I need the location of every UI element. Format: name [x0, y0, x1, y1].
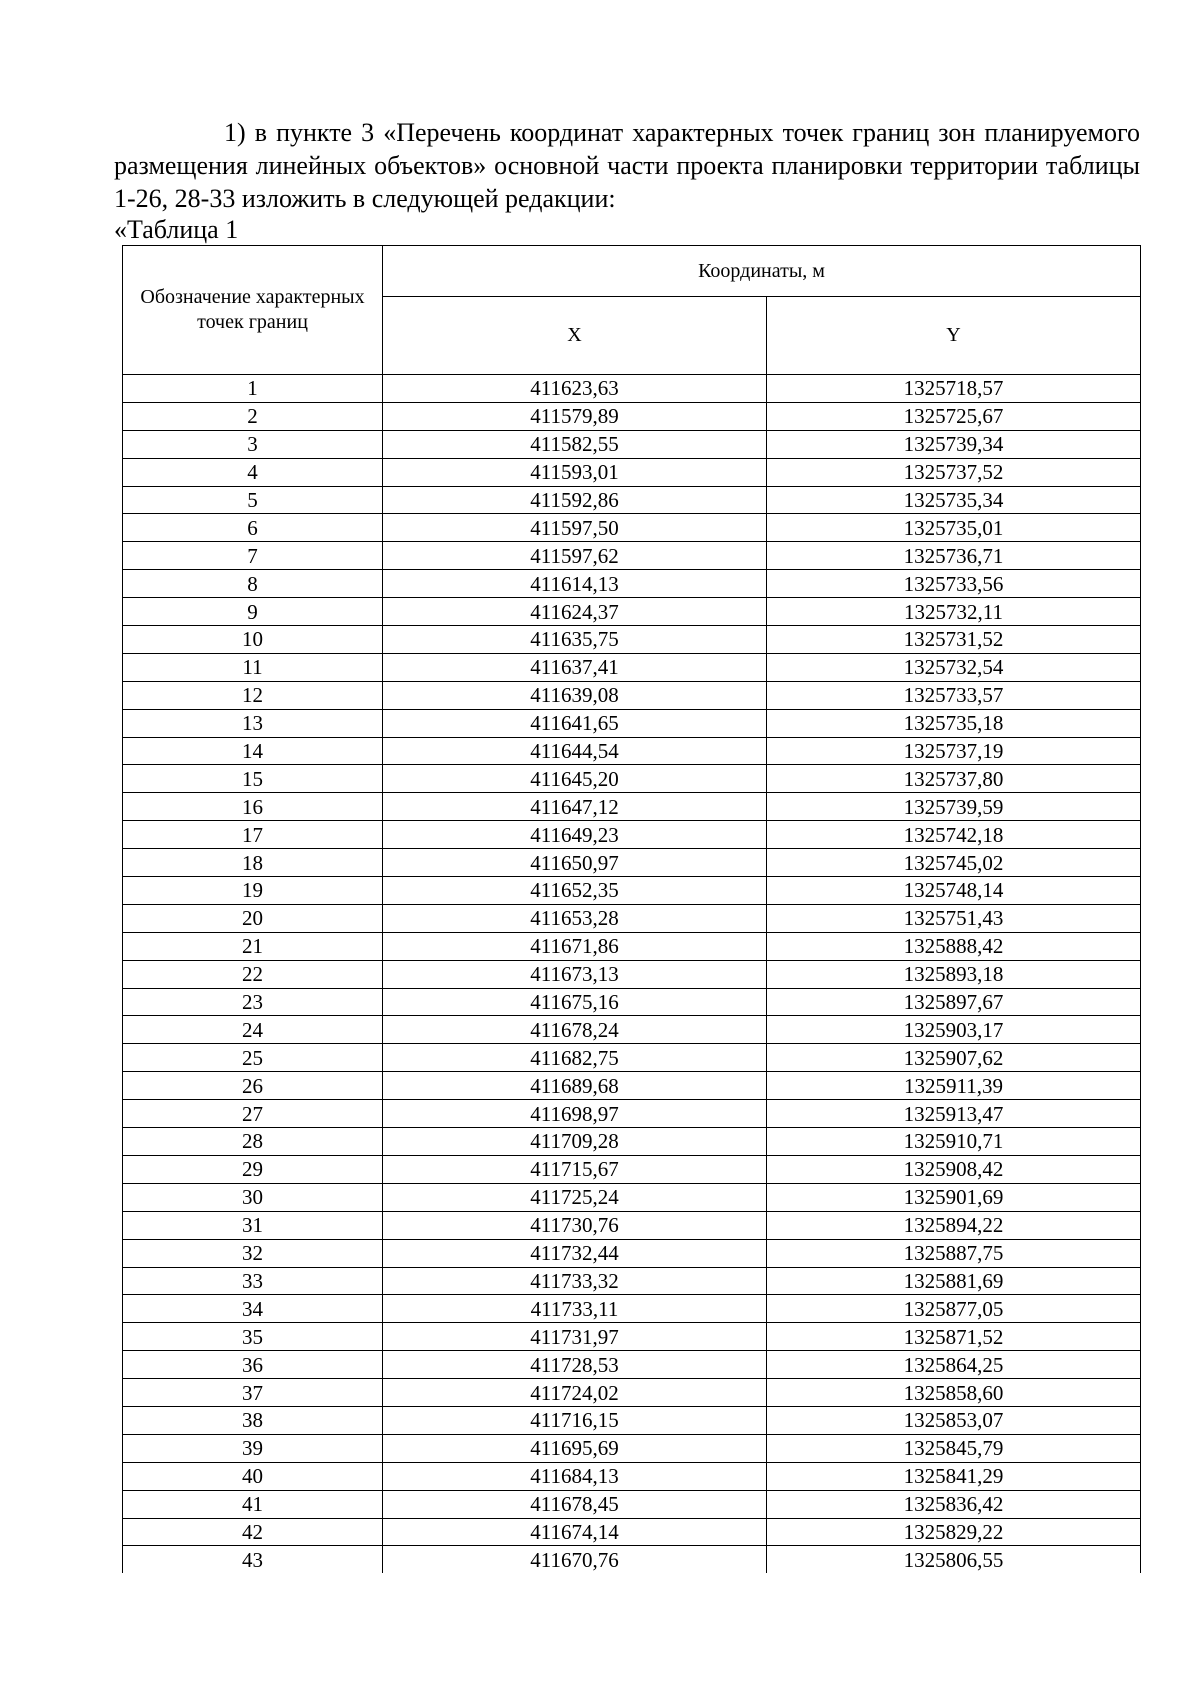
- cell-point: 4: [123, 458, 383, 486]
- table-row: [123, 1546, 1141, 1573]
- cell-x: 411639,08: [383, 681, 767, 709]
- table-row: [123, 1267, 1141, 1295]
- cell-y: 1325836,42: [767, 1490, 1141, 1518]
- cell-y: 1325735,18: [767, 709, 1141, 737]
- cell-y: 1325736,71: [767, 542, 1141, 570]
- cell-y: 1325894,22: [767, 1211, 1141, 1239]
- cell-x: 411670,76: [383, 1546, 767, 1573]
- cell-x: 411647,12: [383, 793, 767, 821]
- cell-x: 411678,24: [383, 1016, 767, 1044]
- cell-x: 411641,65: [383, 709, 767, 737]
- cell-point: 8: [123, 570, 383, 598]
- table-row: [123, 402, 1141, 430]
- cell-x: 411678,45: [383, 1490, 767, 1518]
- cell-y: 1325742,18: [767, 821, 1141, 849]
- cell-point: 31: [123, 1211, 383, 1239]
- table-row: [123, 737, 1141, 765]
- cell-y: 1325893,18: [767, 960, 1141, 988]
- cell-y: 1325737,80: [767, 765, 1141, 793]
- cell-x: 411652,35: [383, 877, 767, 905]
- cell-point: 25: [123, 1044, 383, 1072]
- cell-x: 411733,11: [383, 1295, 767, 1323]
- cell-y: 1325908,42: [767, 1155, 1141, 1183]
- cell-y: 1325897,67: [767, 988, 1141, 1016]
- cell-y: 1325910,71: [767, 1128, 1141, 1156]
- table-row: [123, 1323, 1141, 1351]
- table-row: [123, 765, 1141, 793]
- table-row: [123, 1044, 1141, 1072]
- table-caption: «Таблица 1: [114, 215, 239, 244]
- table-row: [123, 932, 1141, 960]
- cell-point: 5: [123, 486, 383, 514]
- cell-point: 42: [123, 1518, 383, 1546]
- table-row: [123, 904, 1141, 932]
- cell-point: 3: [123, 430, 383, 458]
- cell-y: 1325731,52: [767, 626, 1141, 654]
- cell-y: 1325748,14: [767, 877, 1141, 905]
- cell-point: 10: [123, 626, 383, 654]
- cell-y: 1325737,19: [767, 737, 1141, 765]
- cell-point: 32: [123, 1239, 383, 1267]
- table-row: [123, 1351, 1141, 1379]
- cell-x: 411644,54: [383, 737, 767, 765]
- cell-x: 411671,86: [383, 932, 767, 960]
- table-row: [123, 486, 1141, 514]
- cell-y: 1325888,42: [767, 932, 1141, 960]
- cell-y: 1325725,67: [767, 402, 1141, 430]
- table-row: [123, 960, 1141, 988]
- header-coordinates: Координаты, м: [383, 246, 1141, 297]
- cell-x: 411731,97: [383, 1323, 767, 1351]
- cell-point: 14: [123, 737, 383, 765]
- cell-x: 411673,13: [383, 960, 767, 988]
- cell-point: 6: [123, 514, 383, 542]
- cell-x: 411684,13: [383, 1462, 767, 1490]
- table-row: [123, 514, 1141, 542]
- header-y: Y: [767, 297, 1141, 375]
- cell-point: 35: [123, 1323, 383, 1351]
- cell-x: 411593,01: [383, 458, 767, 486]
- cell-y: 1325751,43: [767, 904, 1141, 932]
- cell-x: 411650,97: [383, 849, 767, 877]
- table-row: [123, 821, 1141, 849]
- cell-y: 1325737,52: [767, 458, 1141, 486]
- intro-paragraph: [114, 116, 1140, 215]
- table-row: [123, 849, 1141, 877]
- cell-y: 1325858,60: [767, 1379, 1141, 1407]
- table-row: [123, 988, 1141, 1016]
- cell-point: 18: [123, 849, 383, 877]
- cell-x: 411695,69: [383, 1434, 767, 1462]
- cell-y: 1325732,11: [767, 598, 1141, 626]
- table-row: [123, 458, 1141, 486]
- table-row: [123, 626, 1141, 654]
- cell-point: 20: [123, 904, 383, 932]
- cell-point: 43: [123, 1546, 383, 1573]
- table-row: [123, 1183, 1141, 1211]
- cell-point: 37: [123, 1379, 383, 1407]
- cell-x: 411715,67: [383, 1155, 767, 1183]
- cell-x: 411675,16: [383, 988, 767, 1016]
- cell-point: 34: [123, 1295, 383, 1323]
- cell-point: 22: [123, 960, 383, 988]
- cell-point: 1: [123, 375, 383, 403]
- cell-y: 1325903,17: [767, 1016, 1141, 1044]
- cell-x: 411732,44: [383, 1239, 767, 1267]
- cell-x: 411597,62: [383, 542, 767, 570]
- table-row: [123, 1239, 1141, 1267]
- table-row: [123, 681, 1141, 709]
- cell-x: 411682,75: [383, 1044, 767, 1072]
- table-row: [123, 1128, 1141, 1156]
- cell-x: 411709,28: [383, 1128, 767, 1156]
- cell-point: 2: [123, 402, 383, 430]
- table-row: [123, 1072, 1141, 1100]
- cell-x: 411725,24: [383, 1183, 767, 1211]
- cell-point: 40: [123, 1462, 383, 1490]
- cell-x: 411733,32: [383, 1267, 767, 1295]
- cell-x: 411637,41: [383, 653, 767, 681]
- cell-point: 23: [123, 988, 383, 1016]
- cell-point: 17: [123, 821, 383, 849]
- cell-y: 1325735,34: [767, 486, 1141, 514]
- cell-y: 1325745,02: [767, 849, 1141, 877]
- cell-point: 29: [123, 1155, 383, 1183]
- cell-x: 411653,28: [383, 904, 767, 932]
- cell-x: 411579,89: [383, 402, 767, 430]
- cell-y: 1325881,69: [767, 1267, 1141, 1295]
- cell-y: 1325718,57: [767, 375, 1141, 403]
- cell-x: 411674,14: [383, 1518, 767, 1546]
- cell-point: 24: [123, 1016, 383, 1044]
- cell-x: 411698,97: [383, 1100, 767, 1128]
- cell-point: 9: [123, 598, 383, 626]
- cell-x: 411623,63: [383, 375, 767, 403]
- coordinates-table: [122, 245, 1141, 1573]
- cell-point: 27: [123, 1100, 383, 1128]
- table-row: [123, 1434, 1141, 1462]
- cell-y: 1325864,25: [767, 1351, 1141, 1379]
- header-point-designation: Обозначение характерных точек границ: [123, 246, 383, 375]
- cell-point: 39: [123, 1434, 383, 1462]
- cell-y: 1325735,01: [767, 514, 1141, 542]
- table-row: [123, 598, 1141, 626]
- cell-x: 411649,23: [383, 821, 767, 849]
- cell-x: 411635,75: [383, 626, 767, 654]
- table-row: [123, 1490, 1141, 1518]
- header-x: X: [383, 297, 767, 375]
- cell-x: 411716,15: [383, 1406, 767, 1434]
- cell-y: 1325806,55: [767, 1546, 1141, 1573]
- cell-point: 19: [123, 877, 383, 905]
- cell-x: 411728,53: [383, 1351, 767, 1379]
- table-row: [123, 653, 1141, 681]
- table-row: [123, 877, 1141, 905]
- cell-point: 41: [123, 1490, 383, 1518]
- table-row: [123, 1462, 1141, 1490]
- cell-y: 1325911,39: [767, 1072, 1141, 1100]
- table-row: [123, 793, 1141, 821]
- cell-point: 28: [123, 1128, 383, 1156]
- cell-x: 411645,20: [383, 765, 767, 793]
- cell-x: 411614,13: [383, 570, 767, 598]
- table-body: [123, 375, 1141, 1574]
- table-row: [123, 1016, 1141, 1044]
- cell-point: 36: [123, 1351, 383, 1379]
- intro-text: 1) в пункте 3 «Перечень координат характерных точек границ зон планируемого размещения линейных объектов» основной части проекта планировки территории таблицы 1-26, 28-33 изложить в следующей редакции:: [114, 118, 1140, 213]
- cell-y: 1325732,54: [767, 653, 1141, 681]
- cell-x: 411724,02: [383, 1379, 767, 1407]
- cell-x: 411689,68: [383, 1072, 767, 1100]
- cell-x: 411730,76: [383, 1211, 767, 1239]
- table-row: [123, 1518, 1141, 1546]
- table-row: [123, 1295, 1141, 1323]
- cell-point: 12: [123, 681, 383, 709]
- cell-point: 38: [123, 1406, 383, 1434]
- table-row: [123, 1211, 1141, 1239]
- cell-x: 411592,86: [383, 486, 767, 514]
- cell-x: 411597,50: [383, 514, 767, 542]
- cell-y: 1325739,34: [767, 430, 1141, 458]
- cell-y: 1325841,29: [767, 1462, 1141, 1490]
- cell-y: 1325901,69: [767, 1183, 1141, 1211]
- cell-y: 1325733,56: [767, 570, 1141, 598]
- cell-y: 1325871,52: [767, 1323, 1141, 1351]
- table-row: [123, 1406, 1141, 1434]
- table-row: [123, 570, 1141, 598]
- table-row: [123, 430, 1141, 458]
- cell-point: 15: [123, 765, 383, 793]
- cell-point: 30: [123, 1183, 383, 1211]
- table-row: [123, 1379, 1141, 1407]
- cell-y: 1325907,62: [767, 1044, 1141, 1072]
- cell-x: 411582,55: [383, 430, 767, 458]
- table-row: [123, 375, 1141, 403]
- cell-y: 1325853,07: [767, 1406, 1141, 1434]
- table-row: [123, 1155, 1141, 1183]
- cell-y: 1325845,79: [767, 1434, 1141, 1462]
- cell-point: 16: [123, 793, 383, 821]
- cell-y: 1325739,59: [767, 793, 1141, 821]
- cell-y: 1325733,57: [767, 681, 1141, 709]
- cell-x: 411624,37: [383, 598, 767, 626]
- table-row: [123, 1100, 1141, 1128]
- cell-point: 26: [123, 1072, 383, 1100]
- cell-y: 1325829,22: [767, 1518, 1141, 1546]
- cell-point: 7: [123, 542, 383, 570]
- cell-point: 33: [123, 1267, 383, 1295]
- cell-point: 21: [123, 932, 383, 960]
- cell-point: 11: [123, 653, 383, 681]
- cell-y: 1325877,05: [767, 1295, 1141, 1323]
- cell-y: 1325887,75: [767, 1239, 1141, 1267]
- cell-y: 1325913,47: [767, 1100, 1141, 1128]
- table-row: [123, 709, 1141, 737]
- cell-point: 13: [123, 709, 383, 737]
- table-row: [123, 542, 1141, 570]
